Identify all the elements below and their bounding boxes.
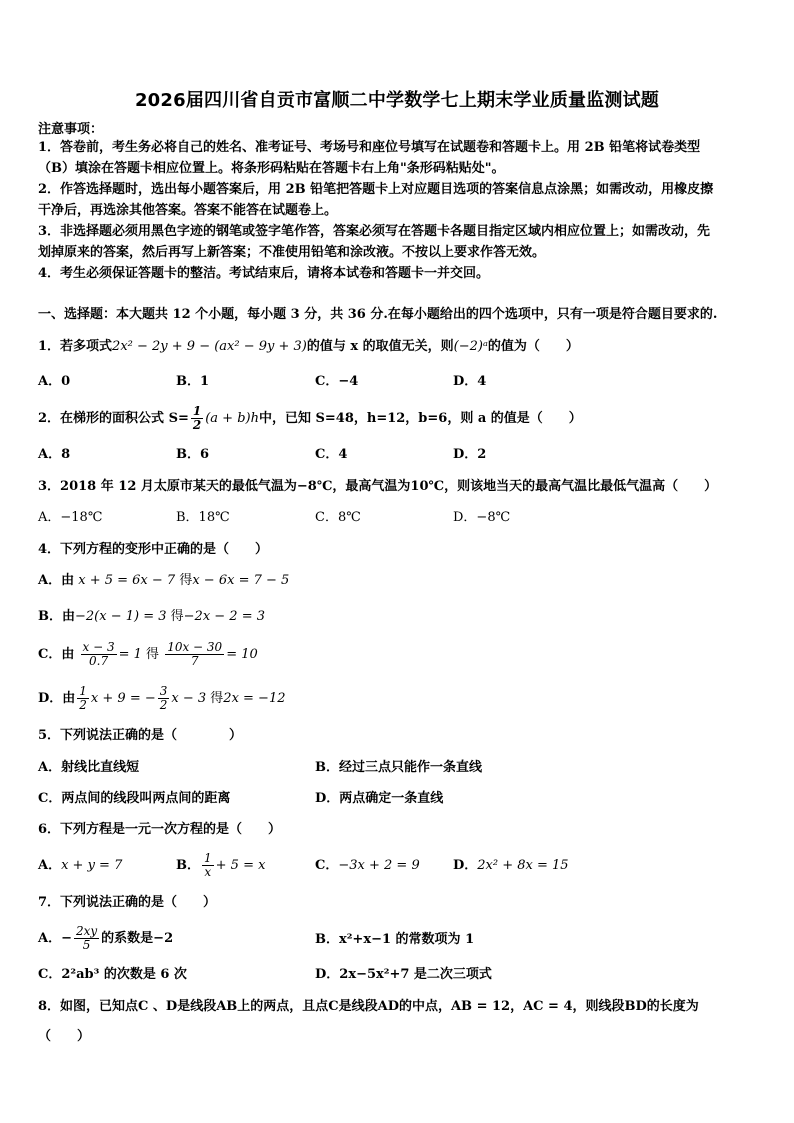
q3-option-b: B．18℃: [176, 510, 230, 525]
q5-option-a: A．射线比直线短: [38, 760, 140, 775]
q7-option-a: A．− $\frac{2xy}{5}$ 的系数是−2: [38, 924, 174, 952]
question-7-stem: 7．下列说法正确的是（ ）: [38, 895, 217, 910]
q4-option-b: B．由−2(x − 1) = 3 得−2x − 2 = 3: [38, 609, 266, 624]
q4-option-a: A．由 x + 5 = 6x − 7 得x − 6x = 7 − 5: [38, 573, 290, 588]
question-8-stem: 8．如图，已知点C 、D是线段AB上的两点，且点C是线段AD的中点，AB = 12，AC = 4，则线段BD的长度为: [38, 999, 699, 1014]
question-5-stem: 5．下列说法正确的是（ ）: [38, 728, 243, 743]
q2-option-a: A．8: [38, 447, 71, 462]
q1-option-b: B．1: [176, 374, 210, 389]
q4-option-c: C．由 $\frac{x - 3}{0.7}$ = 1 得 $\frac{10x - 30}{7}$ = 10: [38, 640, 258, 668]
section-heading: 一、选择题：本大题共 12 个小题，每小题 3 分，共 36 分.在每小题给出的四个选项中，只有一项是符合题目要求的.: [38, 307, 718, 322]
q1-option-c: C．−4: [315, 374, 359, 389]
q3-option-a: A．−18℃: [38, 510, 103, 525]
question-3-stem: 3．2018 年 12 月太原市某天的最低气温为−8℃，最高气温为10℃，则该地当天的最高气温比最低气温高（ ）: [38, 479, 718, 494]
notice-line: 干净后，再选涂其他答案。答案不能答在试题卷上。: [38, 203, 338, 218]
notice-line: 1．答卷前，考生务必将自己的姓名、准考证号、考场号和座位号填写在试题卷和答题卡上。用 2B 铅笔将试卷类型: [38, 140, 701, 155]
notice-heading: 注意事项：: [38, 122, 104, 137]
question-2-stem: 2．在梯形的面积公式 S= $\frac{1}{2}$ (a + b)h中，已知 S=48，h=12，b=6，则 a 的值是（ ）: [38, 404, 582, 432]
q1-option-a: A．0: [38, 374, 71, 389]
q5-option-b: B．经过三点只能作一条直线: [315, 760, 482, 775]
q6-option-b: B． $\frac{1}{x}$ + 5 = x: [176, 851, 266, 879]
question-6-stem: 6．下列方程是一元一次方程的是（ ）: [38, 822, 282, 837]
q3-option-c: C．8℃: [315, 510, 361, 525]
q7-option-c: C．2²ab³ 的次数是 6 次: [38, 967, 187, 982]
q2-option-c: C．4: [315, 447, 348, 462]
question-8-stem-cont: （ ）: [38, 1029, 91, 1044]
q6-option-a: A．x + y = 7: [38, 858, 123, 873]
notice-line: 划掉原来的答案，然后再写上新答案；不准使用铅笔和涂改液。不按以上要求作答无效。: [38, 245, 546, 260]
exam-title: 2026届四川省自贡市富顺二中学数学七上期末学业质量监测试题: [134, 90, 660, 111]
q7-option-d: D．2x−5x²+7 是二次三项式: [315, 967, 492, 982]
notice-line: 4．考生必须保证答题卡的整洁。考试结束后，请将本试卷和答题卡一并交回。: [38, 266, 490, 281]
notice-line: （B）填涂在答题卡相应位置上。将条形码粘贴在答题卡右上角"条形码粘贴处"。: [38, 161, 505, 176]
question-4-stem: 4．下列方程的变形中正确的是（ ）: [38, 542, 269, 557]
q7-option-b: B．x²+x−1 的常数项为 1: [315, 932, 475, 947]
q5-option-c: C．两点间的线段叫两点间的距离: [38, 791, 231, 806]
q4-option-d: D．由 $\frac{1}{2}$ x + 9 = − $\frac{3}{2}$ x − 3 得2x = −12: [38, 684, 286, 712]
notice-line: 2．作答选择题时，选出每小题答案后，用 2B 铅笔把答题卡上对应题目选项的答案信息点涂黑；如需改动，用橡皮擦: [38, 182, 714, 197]
q6-option-d: D．2x² + 8x = 15: [453, 858, 569, 873]
fraction: $\frac{1}{2}$: [192, 404, 202, 432]
question-1-stem: 1．若多项式2x² − 2y + 9 − (ax² − 9y + 3)的值与 x 的取值无关，则(−2)ᵃ的值为（ ）: [38, 339, 579, 354]
q5-option-d: D．两点确定一条直线: [315, 791, 444, 806]
q6-option-c: C．−3x + 2 = 9: [315, 858, 420, 873]
q3-option-d: D．−8℃: [453, 510, 511, 525]
q2-option-b: B．6: [176, 447, 210, 462]
notice-line: 3．非选择题必须用黑色字迹的钢笔或签字笔作答，答案必须写在答题卡各题目指定区域内相应位置上；如需改动，先: [38, 224, 711, 239]
q1-option-d: D．4: [453, 374, 487, 389]
q2-option-d: D．2: [453, 447, 487, 462]
